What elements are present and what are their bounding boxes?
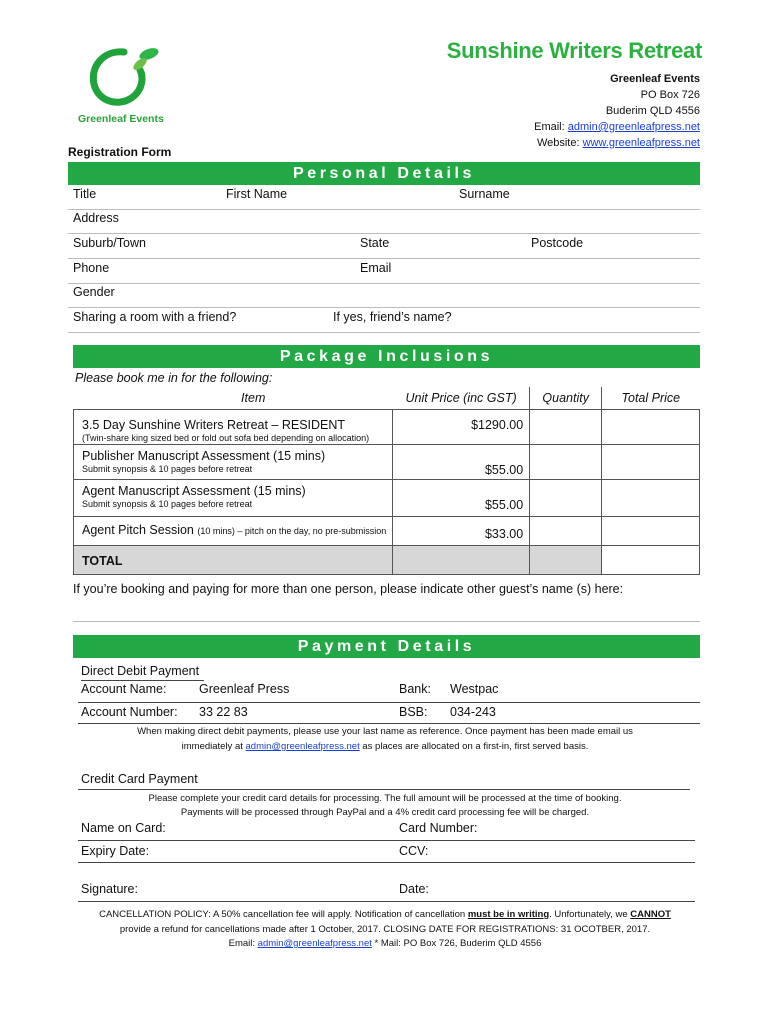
table-row	[74, 517, 700, 546]
expiry-label: Expiry Date:	[81, 844, 150, 858]
bsb-label: BSB:	[399, 705, 428, 719]
unit-price-cell	[393, 445, 530, 480]
email-link[interactable]: admin@greenleafpress.net	[567, 121, 700, 133]
policy-part-b: must be in writing	[467, 909, 550, 920]
personal-details-heading: Personal Details	[68, 162, 700, 185]
guests-label: If you’re booking and paying for more than one person, please indicate other guest’s name (s) here:	[73, 582, 624, 596]
credit-card-underline	[78, 789, 690, 790]
item-name: 3.5 Day Sunshine Writers Retreat – RESIDENT	[82, 418, 346, 432]
gender-label: Gender	[73, 285, 115, 299]
credit-card-title: Credit Card Payment	[81, 772, 198, 786]
surname-label: Surname	[459, 187, 510, 201]
logo-text: Greenleaf Events	[78, 113, 164, 125]
org-address	[534, 71, 700, 151]
dd-email-link[interactable]: admin@greenleafpress.net	[245, 741, 360, 752]
item-name: Agent Manuscript Assessment (15 mins)	[82, 484, 306, 498]
guests-line[interactable]	[73, 621, 700, 622]
email-label: Email:	[534, 121, 568, 133]
col-item: Item	[241, 391, 266, 405]
account-number-value: 33 22 83	[199, 705, 248, 719]
grand-total-cell[interactable]	[602, 546, 700, 575]
item-cell	[74, 445, 393, 480]
policy-part-d: CANNOT	[630, 909, 671, 920]
signature-label: Signature:	[81, 882, 138, 896]
sharing-line[interactable]	[68, 332, 700, 333]
suburb-label: Suburb/Town	[73, 236, 146, 250]
card-number-label: Card Number:	[399, 821, 478, 835]
direct-debit-title: Direct Debit Payment	[81, 664, 200, 678]
cancellation-policy-2: provide a refund for cancellations made after 1 October, 2017. CLOSING DATE FOR REGISTRATIONS: 31 OCOTBER, 2017.	[119, 924, 651, 935]
item-note: (Twin-share king sized bed or fold out sofa bed depending on allocation)	[82, 433, 370, 443]
phone-label: Phone	[73, 261, 110, 275]
name-line[interactable]	[68, 209, 700, 210]
page-title: Sunshine Writers Retreat	[446, 38, 702, 63]
total-cell[interactable]	[602, 480, 700, 517]
account-name-value: Greenleaf Press	[199, 682, 290, 696]
suburb-line[interactable]	[68, 258, 700, 259]
item-name: Publisher Manuscript Assessment (15 mins)	[82, 449, 326, 463]
total-qty-cell	[530, 546, 602, 575]
package-inclusions-heading: Package Inclusions	[73, 345, 700, 368]
item-note: Submit synopsis & 10 pages before retreat	[82, 464, 253, 474]
col-quantity: Quantity	[530, 387, 602, 410]
gender-line[interactable]	[68, 307, 700, 308]
first-name-label: First Name	[226, 187, 288, 201]
table-row	[74, 410, 700, 445]
table-row	[74, 445, 700, 480]
package-table	[73, 387, 700, 575]
expiry-line[interactable]	[78, 862, 695, 863]
table-row	[74, 480, 700, 517]
bsb-value: 034-243	[450, 705, 496, 719]
unit-price-cell	[393, 480, 530, 517]
friend-name-label: If yes, friend’s name?	[333, 310, 452, 324]
dd-note-2-pre: immediately at	[181, 741, 246, 752]
form-title: Registration Form	[68, 145, 172, 159]
item-cell	[74, 480, 393, 517]
unit-price-cell	[393, 517, 530, 546]
footer-mail: * Mail: PO Box 726, Buderim QLD 4556	[371, 938, 542, 949]
ccv-label: CCV:	[399, 844, 429, 858]
unit-price-cell	[393, 410, 530, 445]
acct-line	[78, 702, 700, 703]
total-row	[74, 546, 700, 575]
dd-note-2	[0, 741, 770, 752]
name-on-card-label: Name on Card:	[81, 821, 166, 835]
item-note: (10 mins) – pitch on the day, no pre-submission	[197, 526, 387, 536]
quantity-cell[interactable]	[530, 517, 602, 546]
col-total-price: Total Price	[621, 391, 681, 405]
dd-note-1: When making direct debit payments, please use your last name as reference. Once payment has been made email us	[137, 726, 633, 737]
greenleaf-logo	[84, 44, 164, 114]
footer-email-link[interactable]: admin@greenleafpress.net	[257, 938, 372, 949]
direct-debit-underline	[81, 680, 204, 681]
footer-email-label: Email:	[228, 938, 258, 949]
quantity-cell[interactable]	[530, 445, 602, 480]
item-price: $1290.00	[471, 418, 524, 432]
state-label: State	[360, 236, 390, 250]
total-label-cell	[74, 546, 393, 575]
cancellation-policy-1	[0, 909, 770, 920]
address-line[interactable]	[68, 233, 700, 234]
sharing-label: Sharing a room with a friend?	[73, 310, 237, 324]
item-name: Agent Pitch Session	[82, 523, 194, 537]
total-cell[interactable]	[602, 517, 700, 546]
email-line	[534, 119, 700, 135]
col-unit-price: Unit Price (inc GST)	[393, 387, 530, 410]
address-line1: PO Box 726	[640, 89, 700, 101]
title-label: Title	[73, 187, 97, 201]
address-line2: Buderim QLD 4556	[605, 105, 700, 117]
item-price: $33.00	[484, 527, 524, 541]
package-intro: Please book me in for the following:	[75, 371, 273, 385]
footer-contact	[0, 938, 770, 949]
website-link[interactable]: www.greenleafpress.net	[582, 137, 700, 149]
dd-note-2-post: as places are allocated on a first-in, first served basis.	[359, 741, 589, 752]
card-line[interactable]	[78, 840, 695, 841]
table-header-row	[74, 387, 700, 410]
item-cell	[74, 517, 393, 546]
account-number-label: Account Number:	[81, 705, 178, 719]
item-price: $55.00	[484, 463, 524, 477]
email-label-field: Email	[360, 261, 392, 275]
phone-line[interactable]	[68, 283, 700, 284]
address-label: Address	[73, 211, 119, 225]
item-note: Submit synopsis & 10 pages before retreat	[82, 499, 253, 509]
account-name-label: Account Name:	[81, 682, 167, 696]
policy-part-a: CANCELLATION POLICY: A 50% cancellation fee will apply. Notification of cancellation	[99, 909, 468, 920]
bsb-line	[78, 723, 700, 724]
cc-note-1: Please complete your credit card details for processing. The full amount will be processed at the time of booking.	[148, 793, 622, 804]
bank-label: Bank:	[399, 682, 431, 696]
signature-line[interactable]	[78, 901, 695, 902]
quantity-cell[interactable]	[530, 410, 602, 445]
total-unit-cell	[393, 546, 530, 575]
total-cell[interactable]	[602, 410, 700, 445]
policy-part-c: . Unfortunately, we	[549, 909, 631, 920]
total-label: TOTAL	[82, 554, 123, 568]
bank-value: Westpac	[450, 682, 499, 696]
payment-details-heading: Payment Details	[73, 635, 700, 658]
postcode-label: Postcode	[531, 236, 584, 250]
total-cell[interactable]	[602, 445, 700, 480]
website-label: Website:	[536, 137, 583, 149]
org-name: Greenleaf Events	[610, 73, 700, 85]
item-line	[74, 517, 392, 539]
date-label: Date:	[399, 882, 429, 896]
cc-note-2: Payments will be processed through PayPal and a 4% credit card processing fee will be charged.	[180, 807, 590, 818]
item-cell	[74, 410, 393, 445]
item-price: $55.00	[484, 498, 524, 512]
website-line	[534, 135, 700, 151]
quantity-cell[interactable]	[530, 480, 602, 517]
